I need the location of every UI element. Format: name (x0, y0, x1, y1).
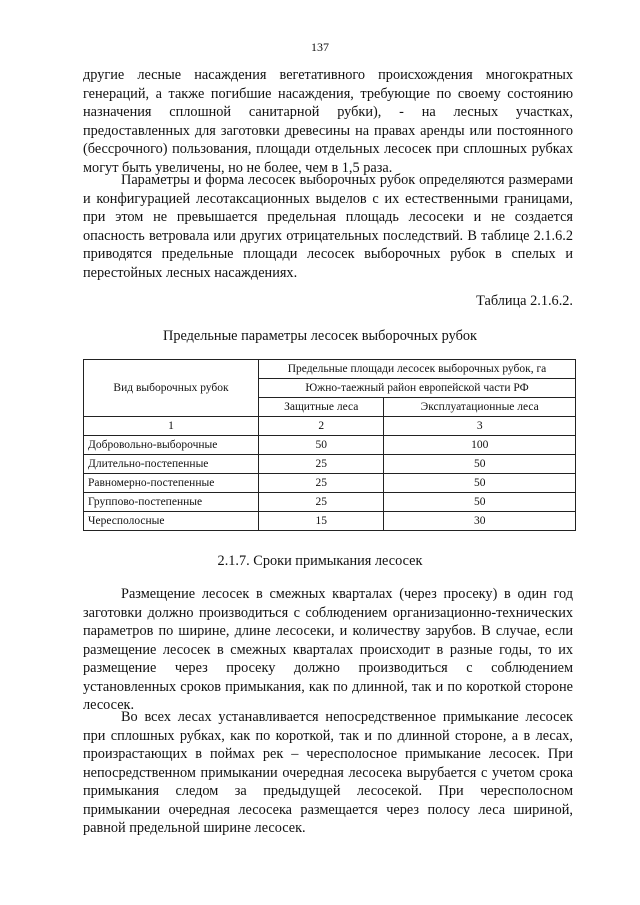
paragraph-continuation: другие лесные насаждения вегетативного происхождения многократных генераций, а также погибшие насаждения, требующие по своему состоянию назначения сплошной санитарной рубки), - на лесных участках, предоставленных для заготовки древесины на правах аренды или постоянного (бессрочного) пользования, площади отдельных лесосек при сплошных рубках могут быть увеличены, но не более, чем в 1,5 раза. (83, 67, 573, 176)
paragraph-parameters: Параметры и форма лесосек выборочных рубок определяются размерами и конфигурацией лесотаксационных выделов с их естественными границами, при этом не превышается предельная площадь лесосеки и не создается опасность ветровала или других отрицательных последствий. В таблице 2.1.6.2 приводятся предельные площади лесосек выборочных рубок в спелых и перестойных лесных насаждениях. (83, 172, 573, 281)
header-exploitation-forests: Эксплуатационные леса (384, 398, 576, 417)
column-number: 1 (84, 417, 259, 436)
paragraph-adjacency: Во всех лесах устанавливается непосредственное примыкание лесосек при сплошных рубках, как по короткой, так и по длинной стороне, а в лесах, произрастающих в поймах рек – чересполосное примыкание лесосек. При непосредственном примыкании очередная лесосека вырубается с учетом срока примыкания следом за предыдущей лесосекой. При чересполосном примыкании очередная лесосека размещается через полосу леса шириной, равной предельной ширине лесосек. (83, 709, 573, 836)
exploitation-area-cell: 50 (384, 493, 576, 512)
table-row (84, 436, 576, 455)
felling-type-cell: Длительно-постепенные (84, 455, 259, 474)
protective-area-cell: 15 (259, 512, 384, 531)
felling-type-cell: Группово-постепенные (84, 493, 259, 512)
protective-area-cell: 50 (259, 436, 384, 455)
table-row (84, 474, 576, 493)
column-number: 2 (259, 417, 384, 436)
protective-area-cell: 25 (259, 493, 384, 512)
paragraph-placement: Размещение лесосек в смежных кварталах (через просеку) в один год заготовки должно производиться с соблюдением организационно-технических параметров по ширине, длине лесосеки, и количеству зарубов. В случае, если размещение лесосек в смежных кварталах происходит в разные годы, то их размещение через просеку должно производиться с соблюдением установленных сроков примыкания, как по длинной, так и по короткой стороне лесосек. (83, 586, 573, 713)
felling-type-cell: Чересполосные (84, 512, 259, 531)
page-number: 137 (311, 40, 329, 54)
exploitation-area-cell: 30 (384, 512, 576, 531)
table-title: Предельные параметры лесосек выборочных рубок (163, 328, 477, 344)
header-felling-type: Вид выборочных рубок (84, 360, 259, 417)
table-header-row (84, 360, 576, 379)
exploitation-area-cell: 50 (384, 455, 576, 474)
header-limit-area: Предельные площади лесосек выборочных рубок, га (259, 360, 576, 379)
table-row (84, 493, 576, 512)
exploitation-area-cell: 50 (384, 474, 576, 493)
felling-type-cell: Добровольно-выборочные (84, 436, 259, 455)
table-reference: Таблица 2.1.6.2. (476, 293, 573, 309)
protective-area-cell: 25 (259, 455, 384, 474)
protective-area-cell: 25 (259, 474, 384, 493)
header-region: Южно-таежный район европейской части РФ (259, 379, 576, 398)
header-protective-forests: Защитные леса (259, 398, 384, 417)
section-heading: 2.1.7. Сроки примыкания лесосек (217, 553, 423, 569)
felling-type-cell: Равномерно-постепенные (84, 474, 259, 493)
table-numbering-row (84, 417, 576, 436)
table-row (84, 512, 576, 531)
table-row (84, 455, 576, 474)
limits-table (83, 359, 576, 531)
exploitation-area-cell: 100 (384, 436, 576, 455)
column-number: 3 (384, 417, 576, 436)
